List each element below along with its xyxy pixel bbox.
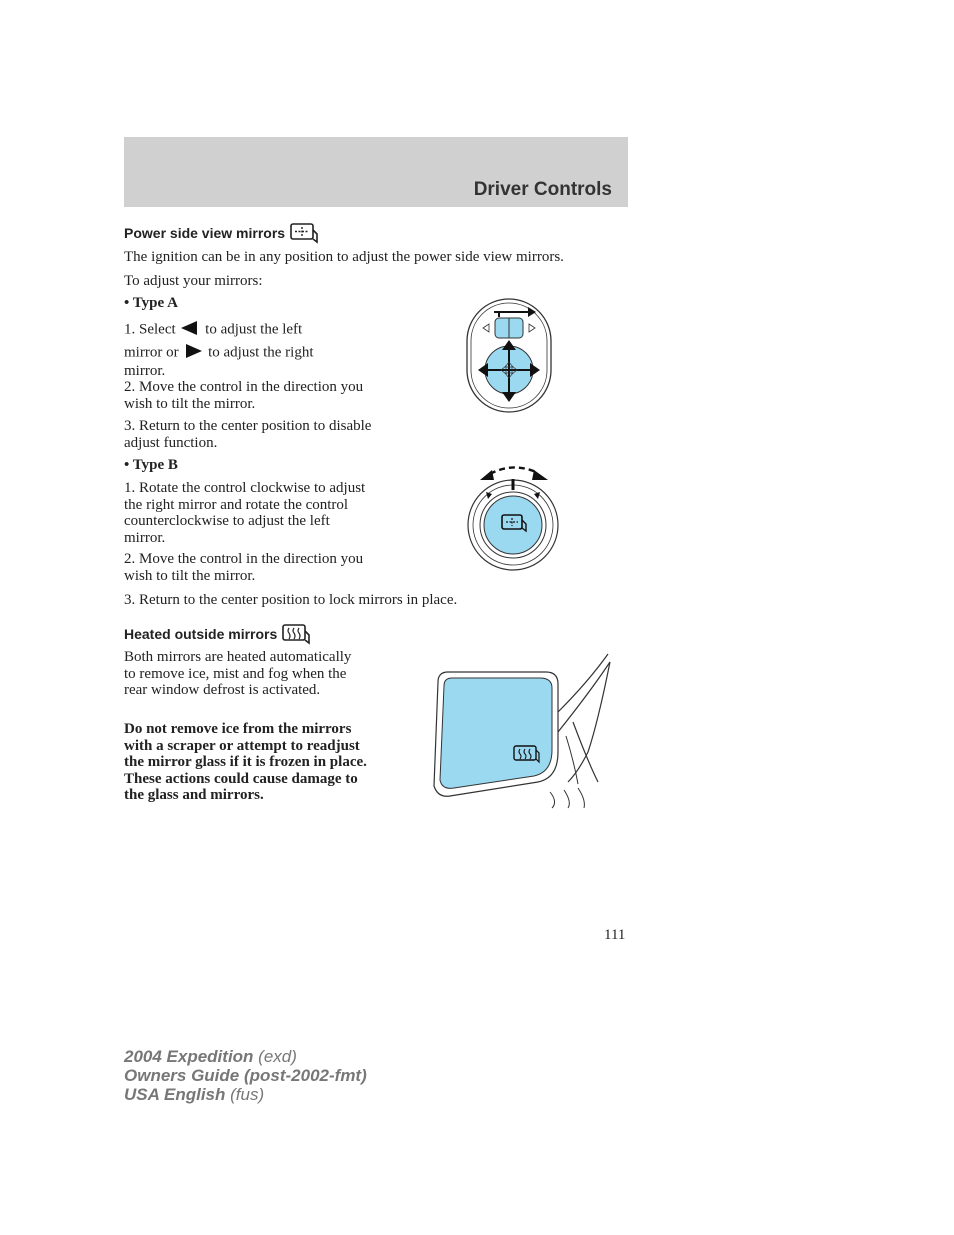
type-a-control-illustration bbox=[466, 298, 552, 419]
heated-mirrors-warning: Do not remove ice from the mirrors with a scraper or attempt to readjust the mirror glass if it is frozen in place. These actions could cause damage to the glass and mirrors. bbox=[124, 721, 367, 803]
heated-mirrors-heading-text: Heated outside mirrors bbox=[124, 626, 278, 643]
type-a-step1 bbox=[124, 320, 374, 380]
heated-mirror-illustration bbox=[428, 652, 614, 817]
power-mirrors-intro: The ignition can be in any position to adjust the power side view mirrors. bbox=[124, 249, 564, 265]
type-a-title bbox=[124, 295, 178, 312]
defrost-icon bbox=[281, 623, 311, 648]
footer-language: USA English bbox=[124, 1085, 226, 1104]
type-a-step1-part4: to adjust the right bbox=[208, 344, 314, 361]
footer-language-code: (fus) bbox=[225, 1085, 265, 1104]
type-b-step2: 2. Move the control in the direction you wish to tilt the mirror. bbox=[124, 551, 364, 584]
type-b-title bbox=[124, 457, 178, 474]
type-b-control-illustration bbox=[466, 462, 562, 579]
footer-line-3 bbox=[124, 1085, 367, 1104]
left-triangle-icon bbox=[179, 320, 201, 341]
type-b-label: Type B bbox=[132, 457, 178, 473]
power-mirrors-heading-text: Power side view mirrors bbox=[124, 225, 286, 242]
type-b-step3: 3. Return to the center position to lock mirrors in place. bbox=[124, 592, 458, 608]
heated-mirrors-heading bbox=[124, 623, 311, 648]
type-a-label: Type A bbox=[132, 295, 178, 311]
type-a-step1-part2: to adjust the left bbox=[205, 321, 303, 338]
type-a-step1-part1: 1. Select bbox=[124, 321, 176, 338]
type-a-step1-part5: mirror. bbox=[124, 363, 166, 379]
type-b-bullet: • bbox=[124, 457, 130, 473]
right-triangle-icon bbox=[182, 343, 204, 364]
footer-model: 2004 Expedition bbox=[124, 1047, 254, 1066]
footer bbox=[124, 1047, 367, 1104]
mirror-adjust-icon bbox=[289, 222, 319, 247]
type-a-step3: 3. Return to the center position to disable adjust function. bbox=[124, 418, 372, 451]
power-mirrors-heading bbox=[124, 222, 319, 247]
header-band bbox=[124, 137, 628, 207]
footer-model-code: (exd) bbox=[253, 1047, 297, 1066]
section-title: Driver Controls bbox=[473, 179, 612, 200]
type-a-bullet: • bbox=[124, 295, 130, 311]
type-a-step2: 2. Move the control in the direction you wish to tilt the mirror. bbox=[124, 379, 364, 412]
type-a-step1-part3: mirror or bbox=[124, 344, 179, 361]
heated-mirrors-text: Both mirrors are heated automatically to remove ice, mist and fog when the rear window defrost is activated. bbox=[124, 649, 352, 698]
type-b-step1: 1. Rotate the control clockwise to adjust the right mirror and rotate the control counterclockwise to adjust the left mirror. bbox=[124, 480, 366, 546]
adjust-intro: To adjust your mirrors: bbox=[124, 273, 263, 289]
page-number: 111 bbox=[604, 927, 626, 943]
footer-guide: Owners Guide (post-2002-fmt) bbox=[124, 1066, 367, 1085]
footer-line-1 bbox=[124, 1047, 367, 1066]
footer-line-2 bbox=[124, 1066, 367, 1085]
